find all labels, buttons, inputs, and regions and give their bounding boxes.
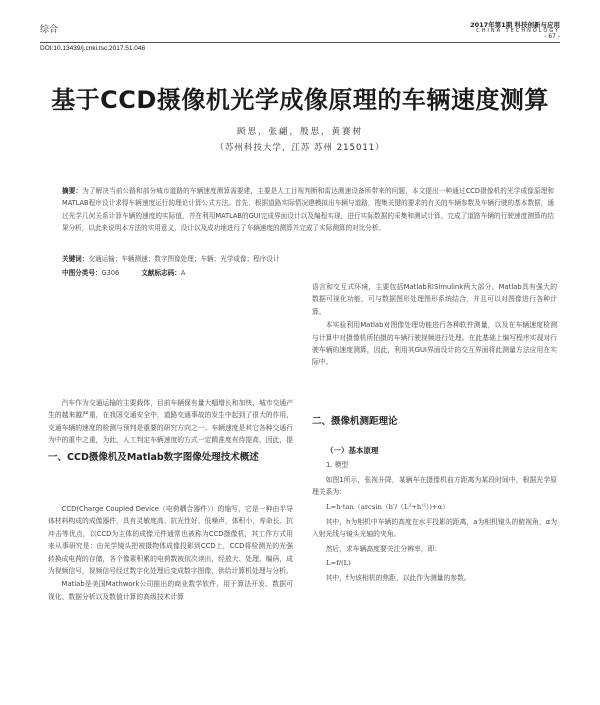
doc-code-value: A <box>180 269 186 277</box>
authors: 顾思，张翩，殷思，黄赛树 <box>236 127 363 137</box>
affiliation: （苏州科技大学，江苏 苏州 215011） <box>215 143 385 153</box>
doc-code-label: 文献标志码： <box>141 269 181 277</box>
formula-intro <box>312 474 557 500</box>
header-rule <box>40 42 560 43</box>
keywords <box>62 253 554 263</box>
clc-value: G306 <box>101 269 120 277</box>
right-intro-text <box>312 281 557 409</box>
abstract <box>62 185 554 234</box>
keywords-text: 交通运输；车辆测速；数字图像处理；车辆；光学成像；程序设计 <box>88 255 280 263</box>
section-label: 综合 <box>40 25 59 35</box>
intro-text <box>48 397 293 449</box>
section1-heading: 一、CCD摄像机及Matlab数字图像处理技术概述 <box>48 452 259 463</box>
journal-name-en: CHINA TECHNOLOGY <box>476 28 560 35</box>
intro-paragraph: 汽车作为交通运输的主要载体，目前车辆保有量大幅增长和加快，城市交通产生的越来越严重，在我国交通安全中，道路交通事故的发生中起到了很大的作用，交通车辆的速度的检测与预判是重要的研究方向之一。车辆速度是其它各种交通行为中的重中之重，为此，人工判定车辆速度的方式一定精准度有待提高，因此，提 <box>48 399 293 445</box>
formula-2: L=f/(L) <box>326 559 351 567</box>
abstract-text: 为了解决当前公路和部分城市道路的车辆速度测算需要建，主要是人工目视判断和雷达测速设备所带来的问题，本文提出一种通过CCD摄像机的光学成像原理和MATLAB程序设计求得车辆速度运行的理论计算公式方法。首先，根据道路实际情况建模拟出车辆与道路，搜集关键的要求的有关的车辆参数及车辆行驶的基本数据，通过光学几何关系计算车辆的速度的实际值，并在利用MATLAB的GUI完成界面设计以及编程实现，进行实际数据的采集和测试计算，完成了道路车辆的行驶速度测算的结果分析，以此来说明本方法的实用意义，设计以及成功地进行了车辆速度的测算并完成了实际测算的对比分析。 <box>62 187 554 232</box>
right-paragraph-2: 本实验利用Matlab对图像处理功能进行各种软件测量，以及在车辆速度检测与计算中对摄像机所拍摄的车辆行驶视频进行处理。在此基础上编写程序实现对行驶车辆的速度测算，因此，利用其GUI界面设计的交互界面将此测量方法应用在实际中。 <box>312 321 557 367</box>
then-text <box>312 543 557 556</box>
formula-explain <box>312 516 557 542</box>
keywords-label: 关键词： <box>62 255 89 263</box>
classification <box>62 267 185 277</box>
formula-intro-text: 如图1所示，张视升降，某辆车在摄像机前方距离为某段时间中，根据光学原理关系为： <box>312 476 557 497</box>
page-number: - 67 - <box>544 33 560 40</box>
item-model: 1. 模型 <box>326 461 349 469</box>
formula-1: L=h·tan（arcsin（h'/（L²+h'²）)+α） <box>326 503 450 511</box>
paper-title: 基于CCD摄像机光学成像原理的车辆速度测算 <box>51 86 549 114</box>
abstract-label: 摘要： <box>62 187 83 195</box>
subsection-heading: （一）基本原理 <box>326 446 379 455</box>
section2-heading: 二、摄像机测距理论 <box>312 416 398 427</box>
last-paragraph: 其中，f为该相机的焦距，以此作为测量的参数。 <box>325 574 471 582</box>
formula-explain-text: 其中，h为相机中车辆的高度在水平投影的距离，a为相机镜头的俯视角，α为入射光线与镜头光轴的夹角。 <box>312 518 557 539</box>
last-text <box>312 572 557 585</box>
matlab-paragraph: Matlab是美国Mathwork公司推出的商业数学软件，用于算法开发、数据可视化、数据分析以及数值计算的高级技术计算 <box>48 580 293 601</box>
doi: DOI:10.13439/j.cnki.tsc.2017.51.048 <box>40 45 146 52</box>
section1-body <box>48 503 293 693</box>
then-paragraph: 然后，求车辆高度要关注分辨率，即： <box>325 545 442 553</box>
clc-label: 中图分类号： <box>62 269 102 277</box>
journal-name: 2017年第1期 科技创新与应用 <box>470 21 560 29</box>
right-paragraph-1: 语言和交互式环境，主要包括Matlab和Simulink两大部分。Matlab具有强大的数据可视化功能，可与数据图形处理图形系统结合，并且可以对图像进行各种计算。 <box>312 283 557 316</box>
ccd-paragraph: CCD(Charge Coupled Device（电荷耦合器件））的缩写，它是一种由半导体材料构成的成像器件，具有灵敏度高、抗光性好、低噪声，体积小、寿命长、抗冲击等优点，以CCD为主体的成像元件通常也被称为CCD摄像机，其工作方式用来从事研究是：由光学镜头把被摄物体成像投影到CCD上，CCD将检测光的光强转换成电荷的存储，各个像素积累的电荷数被依次读出，经放大、处理、编码，成为视频信号，视频信号经过数字化处理后变成数字图像，供给计算机处理与分析。 <box>48 505 293 576</box>
